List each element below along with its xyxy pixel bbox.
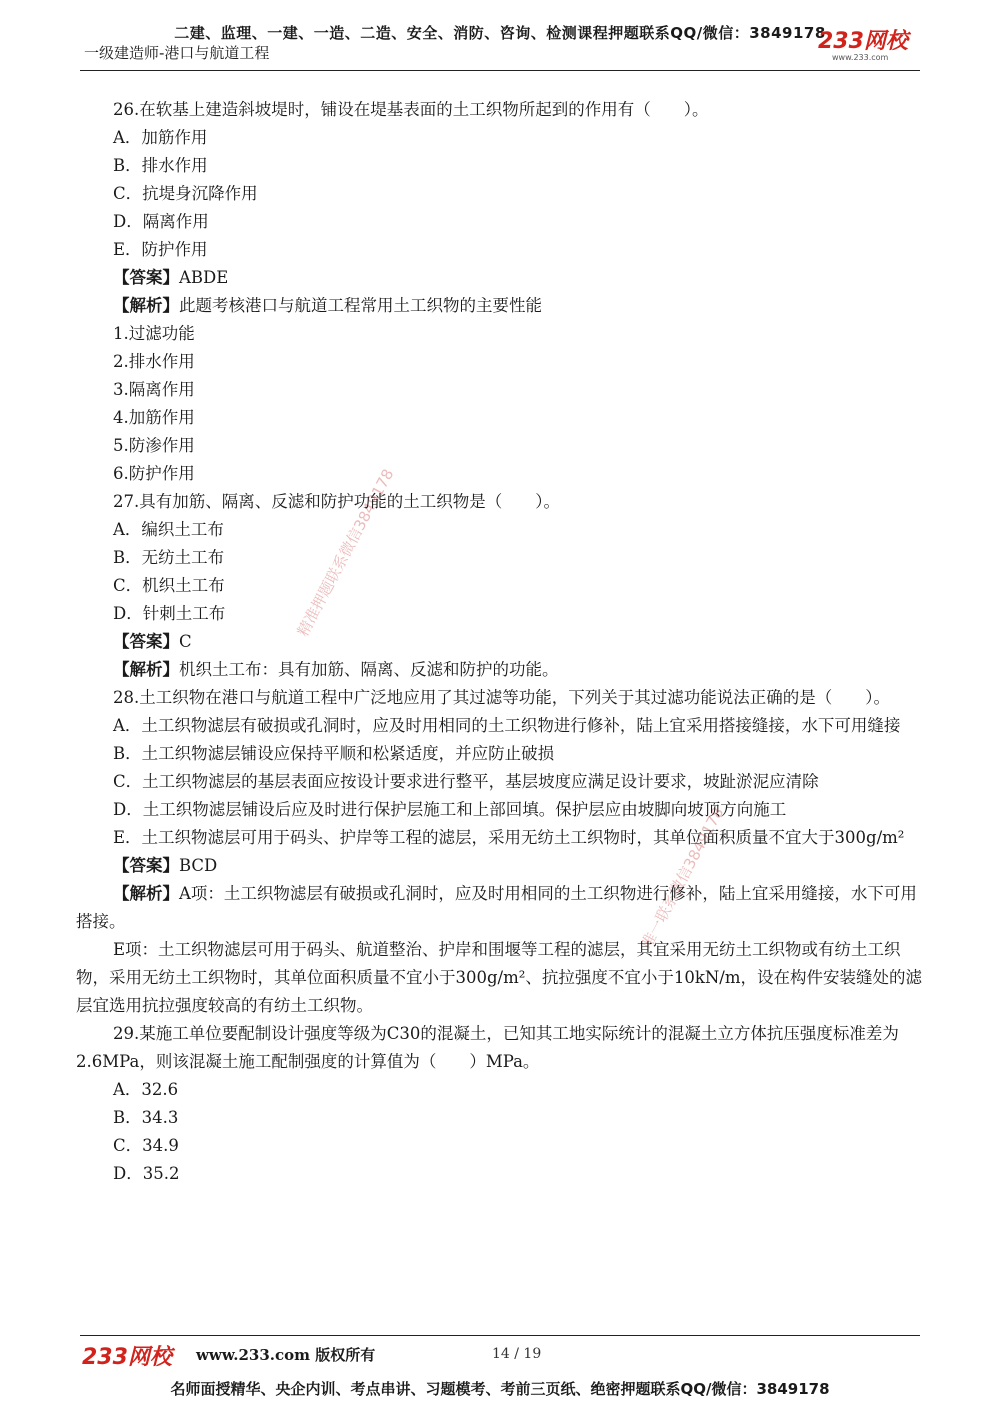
text-line xyxy=(76,96,926,124)
text-line xyxy=(76,712,926,740)
text-line xyxy=(76,768,926,796)
line-text: 29.某施工单位要配制设计强度等级为C30的混凝土，已知其工地实际统计的混凝土立方体抗压强度标准差为2.6MPa，则该混凝土施工配制强度的计算值为（ ）MPa。 xyxy=(76,1024,899,1071)
page-number: 14 / 19 xyxy=(492,1346,542,1362)
line-text: D．针刺土工布 xyxy=(113,604,226,623)
line-text: C．土工织物滤层的基层表面应按设计要求进行整平，基层坡度应满足设计要求，坡趾淤泥应清除 xyxy=(113,772,819,791)
text-line xyxy=(76,880,926,936)
text-line xyxy=(76,488,926,516)
line-text: 1.过滤功能 xyxy=(113,324,195,343)
line-text: C．抗堤身沉降作用 xyxy=(113,184,258,203)
line-text: 2.排水作用 xyxy=(113,352,195,371)
footer-logo[interactable]: 233网校 xyxy=(82,1345,172,1370)
line-text: E．土工织物滤层可用于码头、护岸等工程的滤层，采用无纺土工织物时，其单位面积质量不宜大于300g/m² xyxy=(113,828,905,847)
text-line xyxy=(76,236,926,264)
line-text: D．35.2 xyxy=(113,1164,180,1183)
text-line xyxy=(76,348,926,376)
line-text: 机织土工布：具有加筋、隔离、反滤和防护的功能。 xyxy=(179,660,559,679)
footer-banner: 名师面授精华、央企内训、考点串讲、习题模考、考前三页纸、绝密押题联系QQ/微信：3849178 xyxy=(170,1380,830,1398)
header-banner: 二建、监理、一建、一造、二造、安全、消防、咨询、检测课程押题联系QQ/微信：3849178 xyxy=(174,24,826,42)
text-line xyxy=(76,684,926,712)
document-body xyxy=(76,96,926,1188)
line-text: 27.具有加筋、隔离、反滤和防护功能的土工织物是（ ）。 xyxy=(113,492,560,511)
line-text: B．无纺土工布 xyxy=(113,548,225,567)
line-text: E项：土工织物滤层可用于码头、航道整治、护岸和围堰等工程的滤层，其宜采用无纺土工织物或有纺土工织物，采用无纺土工织物时，其单位面积质量不宜小于300g/m²、抗拉强度不宜小于10kN/m，设在构件安装缝处的滤层宜选用抗拉强度较高的有纺土工织物。 xyxy=(76,940,923,1015)
text-line xyxy=(76,180,926,208)
line-text: A．土工织物滤层有破损或孔洞时，应及时用相同的土工织物进行修补，陆上宜采用搭接缝接，水下可用缝接 xyxy=(113,716,901,735)
line-text: 此题考核港口与航道工程常用土工织物的主要性能 xyxy=(179,296,542,315)
line-text: 28.土工织物在港口与航道工程中广泛地应用了其过滤等功能，下列关于其过滤功能说法正确的是（ ）。 xyxy=(113,688,890,707)
line-text: A．编织土工布 xyxy=(113,520,224,539)
section-tag: 【解析】 xyxy=(113,296,179,315)
text-line xyxy=(76,404,926,432)
header-divider xyxy=(80,70,920,71)
line-text: B．排水作用 xyxy=(113,156,208,175)
course-title: 一级建造师-港口与航道工程 xyxy=(84,44,270,62)
watermark: 唯一联系微信3849178 xyxy=(637,804,728,952)
line-text: 26.在软基上建造斜坡堤时，铺设在堤基表面的土工织物所起到的作用有（ ）。 xyxy=(113,100,709,119)
line-text: E．防护作用 xyxy=(113,240,208,259)
section-tag: 【答案】 xyxy=(113,856,179,875)
text-line xyxy=(76,1160,926,1188)
watermark: 精准押题联系微信3849178 xyxy=(293,465,398,640)
line-text: 6.防护作用 xyxy=(113,464,195,483)
line-text: C．机织土工布 xyxy=(113,576,225,595)
text-line xyxy=(76,1076,926,1104)
text-line xyxy=(76,572,926,600)
text-line xyxy=(76,824,926,852)
copyright-text: www.233.com 版权所有 xyxy=(196,1346,376,1364)
text-line xyxy=(76,432,926,460)
footer-divider xyxy=(80,1335,920,1336)
text-line xyxy=(76,796,926,824)
section-tag: 【解析】 xyxy=(113,884,179,903)
text-line xyxy=(76,936,926,1020)
text-line xyxy=(76,544,926,572)
text-line xyxy=(76,208,926,236)
text-line xyxy=(76,852,926,880)
logo-url: www.233.com xyxy=(832,53,889,62)
section-tag: 【答案】 xyxy=(113,268,179,287)
site-logo[interactable] xyxy=(818,30,918,66)
line-text: C xyxy=(179,632,192,651)
line-text: 5.防渗作用 xyxy=(113,436,195,455)
line-text: ABDE xyxy=(179,268,229,287)
text-line xyxy=(76,1104,926,1132)
text-line xyxy=(76,1132,926,1160)
line-text: 4.加筋作用 xyxy=(113,408,195,427)
line-text: B．34.3 xyxy=(113,1108,179,1127)
line-text: B．土工织物滤层铺设应保持平顺和松紧适度，并应防止破损 xyxy=(113,744,555,763)
logo-text: 233网校 xyxy=(818,29,908,54)
line-text: C．34.9 xyxy=(113,1136,179,1155)
text-line xyxy=(76,1020,926,1076)
line-text: A．加筋作用 xyxy=(113,128,208,147)
line-text: D．土工织物滤层铺设后应及时进行保护层施工和上部回填。保护层应由坡脚向坡顶方向施工 xyxy=(113,800,787,819)
text-line xyxy=(76,628,926,656)
text-line xyxy=(76,740,926,768)
text-line xyxy=(76,320,926,348)
text-line xyxy=(76,124,926,152)
text-line xyxy=(76,460,926,488)
line-text: A项：土工织物滤层有破损或孔洞时，应及时用相同的土工织物进行修补，陆上宜采用缝接，水下可用搭接。 xyxy=(76,884,917,931)
text-line xyxy=(76,152,926,180)
line-text: A．32.6 xyxy=(113,1080,179,1099)
text-line xyxy=(76,656,926,684)
line-text: 3.隔离作用 xyxy=(113,380,195,399)
text-line xyxy=(76,376,926,404)
text-line xyxy=(76,600,926,628)
text-line xyxy=(76,516,926,544)
line-text: D．隔离作用 xyxy=(113,212,209,231)
section-tag: 【答案】 xyxy=(113,632,179,651)
text-line xyxy=(76,292,926,320)
text-line xyxy=(76,264,926,292)
section-tag: 【解析】 xyxy=(113,660,179,679)
line-text: BCD xyxy=(179,856,218,875)
